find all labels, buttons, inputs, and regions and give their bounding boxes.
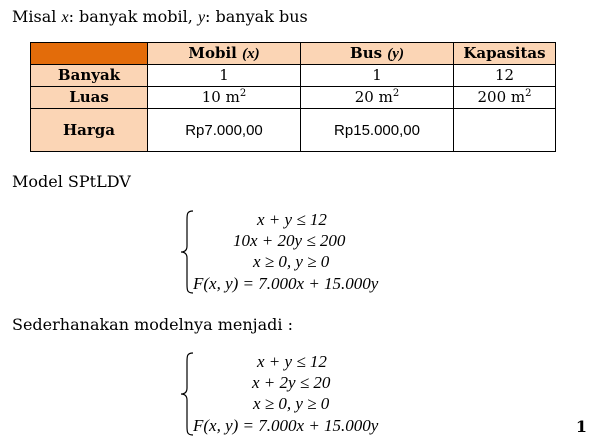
equation-line: x ≥ 0, y ≥ 0 bbox=[253, 394, 330, 413]
equation-line: F(x, y) = 7.000x + 15.000y bbox=[193, 274, 379, 293]
table-cell: Rp15.000,00 bbox=[301, 109, 454, 152]
equation-system-1 bbox=[180, 210, 420, 294]
header-label: Mobil bbox=[188, 43, 237, 62]
model-label: Model SPtLDV bbox=[12, 172, 131, 191]
table-cell bbox=[148, 87, 301, 109]
header-var: (x) bbox=[242, 45, 260, 62]
table-cell: Rp7.000,00 bbox=[148, 109, 301, 152]
table-cell: 1 bbox=[301, 65, 454, 87]
table-cell: 12 bbox=[454, 65, 556, 87]
equation-line: x + y ≤ 12 bbox=[257, 352, 327, 371]
header-label: Kapasitas bbox=[463, 44, 546, 62]
row-label: Banyak bbox=[31, 65, 148, 87]
intro-x-var: x bbox=[61, 9, 69, 26]
table-corner-cell bbox=[31, 43, 148, 65]
intro-y-desc: : banyak bus bbox=[205, 7, 308, 26]
table-header-mobil bbox=[148, 43, 301, 65]
row-label: Luas bbox=[31, 87, 148, 109]
row-label: Harga bbox=[31, 109, 148, 152]
page-number: 1 bbox=[575, 417, 587, 436]
table-cell bbox=[454, 87, 556, 109]
vehicle-table bbox=[30, 42, 556, 152]
simplify-label: Sederhanakan modelnya menjadi : bbox=[12, 315, 293, 334]
left-brace-icon bbox=[180, 210, 194, 294]
table-row bbox=[31, 109, 556, 152]
table-cell bbox=[301, 87, 454, 109]
area-exponent: 2 bbox=[239, 88, 247, 99]
table-header-row bbox=[31, 43, 556, 65]
equation-line: x ≥ 0, y ≥ 0 bbox=[253, 252, 330, 271]
intro-text bbox=[12, 9, 308, 26]
area-exponent: 2 bbox=[525, 88, 532, 99]
left-brace-icon bbox=[180, 352, 194, 436]
intro-y-var: y bbox=[197, 9, 206, 26]
equation-line: F(x, y) = 7.000x + 15.000y bbox=[193, 416, 379, 435]
equation-line: x + y ≤ 12 bbox=[257, 210, 327, 229]
table-cell bbox=[454, 109, 556, 152]
table-row bbox=[31, 65, 556, 87]
equation-line: x + 2y ≤ 20 bbox=[252, 373, 331, 392]
equation-line: 10x + 20y ≤ 200 bbox=[233, 231, 346, 250]
table-row bbox=[31, 87, 556, 109]
intro-x-desc: : banyak mobil, bbox=[68, 7, 198, 26]
table-header-kapasitas bbox=[454, 43, 556, 65]
table-cell: 1 bbox=[148, 65, 301, 87]
header-var: (y) bbox=[387, 45, 404, 62]
intro-prefix: Misal bbox=[12, 7, 62, 26]
table-header-bus bbox=[301, 43, 454, 65]
area-value: 10 m bbox=[201, 88, 240, 106]
area-value: 200 m bbox=[477, 88, 526, 106]
header-label: Bus bbox=[350, 43, 383, 62]
area-value: 20 m bbox=[354, 88, 393, 106]
area-exponent: 2 bbox=[392, 88, 400, 99]
equation-system-2 bbox=[180, 352, 420, 436]
